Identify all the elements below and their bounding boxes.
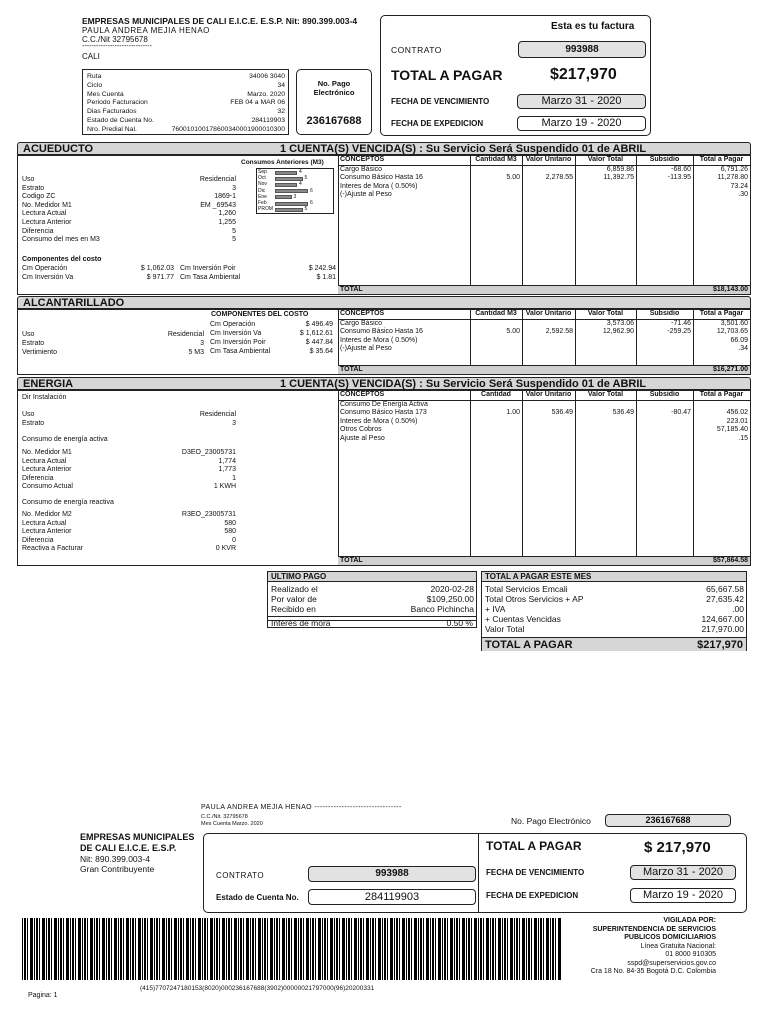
- account-info-box: [82, 69, 289, 135]
- chart-bar-value: 4: [299, 181, 302, 188]
- info-label: Estado de Cuenta No.: [87, 117, 154, 124]
- table-col-line: [522, 156, 523, 294]
- energia-notice: 1 CUENTA(S) VENCIDA(S) : Su Servicio Será Suspendido 01 de ABRIL: [280, 378, 647, 390]
- stub-customer-id: C.C./Nit. 32795678: [201, 814, 248, 820]
- chart-month-label: Feb: [258, 200, 267, 206]
- no-pago-value: 236167688: [306, 115, 362, 127]
- kv-label: Uso: [22, 411, 35, 418]
- chart-bar: [275, 177, 303, 181]
- concept-value: 12,962.90: [602, 328, 634, 336]
- comp-value: $ 1,062.03: [140, 265, 174, 272]
- payment-barcode: [22, 918, 562, 980]
- table-col-line: [575, 391, 576, 565]
- concept-value: 2,278.55: [545, 174, 573, 182]
- comp-value: $ 35.64: [309, 348, 333, 355]
- alcantarillado-comp-title: COMPONENTES DEL COSTO: [211, 311, 309, 318]
- concept-value: 536.49: [551, 409, 573, 417]
- concept-value: 6,859.86: [606, 166, 634, 173]
- kv-value: 3: [232, 184, 236, 192]
- table-total-bar: [338, 285, 750, 294]
- concept-value: 1.00: [506, 409, 520, 417]
- kv-label: Consumo Actual: [22, 483, 73, 491]
- comp-value: $ 971.77: [146, 274, 174, 281]
- total-final-bar: [482, 637, 746, 651]
- expedicion-label: FECHA DE EXPEDICION: [391, 119, 484, 128]
- table-header: CONCEPTOS: [340, 310, 385, 317]
- vencimiento-label: FECHA DE VENCIMIENTO: [391, 97, 490, 106]
- chart-month-label: PROM: [258, 206, 273, 213]
- kv-value: EM _69543: [200, 201, 236, 209]
- concept-value: -71.46: [671, 320, 691, 327]
- table-col-line: [470, 156, 471, 294]
- acueducto-section: [17, 155, 751, 295]
- alcantarillado-title: ALCANTARILLADO: [23, 297, 125, 309]
- stub-total-value: $ 217,970: [644, 839, 711, 856]
- kv-value: 0: [232, 536, 236, 544]
- contrato-label: CONTRATO: [391, 45, 442, 55]
- concept-value: 536.49: [612, 409, 634, 417]
- concept-name: (-)Ajuste al Peso: [340, 191, 392, 199]
- table-header: Valor Total: [587, 156, 624, 163]
- kv-value: 3: [232, 419, 236, 427]
- info-label: Nro. Predial Nal.: [87, 125, 137, 133]
- comp-value: $ 447.84: [305, 339, 333, 346]
- kv-label: Diferencia: [22, 474, 54, 482]
- info-value: 284119903: [251, 117, 285, 124]
- concept-value: -68.60: [671, 166, 691, 173]
- stub-box: [203, 833, 747, 913]
- kv-value: .00: [732, 604, 744, 614]
- kv-label: No. Medidor M1: [22, 201, 72, 209]
- table-header: Subsidio: [649, 156, 680, 163]
- kv-value: 580: [224, 519, 236, 527]
- mora-label: Interés de mora: [271, 618, 331, 628]
- table-col-line: [693, 156, 694, 294]
- comp-label: Cm Tasa Ambiental: [210, 348, 271, 355]
- info-value: 34006 3040: [249, 73, 285, 80]
- chart-bar: [275, 183, 297, 187]
- concept-name: Cargo Básico: [340, 166, 383, 173]
- chart-bar-value: 5: [304, 175, 308, 182]
- info-value: 34: [277, 81, 285, 89]
- kv-label: Por valor de: [271, 594, 317, 604]
- kv-value: D3EO_23005731: [181, 449, 236, 456]
- concept-value: 11,392.75: [603, 174, 634, 182]
- acueducto-comp-title: Componentes del costo: [22, 256, 102, 263]
- comp-value: $ 496.49: [305, 321, 333, 328]
- concept-value: 2,592.58: [545, 328, 573, 336]
- concept-name: Interes de Mora ( 0.50%): [340, 336, 418, 344]
- city: CALI: [82, 52, 100, 61]
- info-value: 32: [277, 108, 285, 116]
- comp-label: Cm Operación: [210, 321, 256, 328]
- concept-name: Ajuste al Peso: [340, 434, 385, 442]
- concept-value: 73.24: [730, 182, 748, 190]
- chart-bar: [275, 195, 292, 199]
- kv-label: Lectura Anterior: [22, 219, 72, 226]
- comp-value: $ 1.81: [316, 274, 336, 281]
- total-value: $217,970: [550, 66, 617, 83]
- chart-bar: [275, 202, 308, 206]
- info-value: Marzo. 2020: [247, 90, 285, 98]
- mora-box: [267, 616, 477, 628]
- stub-customer-name: PAULA ANDREA MEJIA HENAO --------------------------------: [201, 804, 402, 811]
- comp-value: $ 242.94: [308, 265, 336, 272]
- kv-value: 2020-02-28: [430, 584, 474, 594]
- chart-month-label: Ene: [258, 193, 267, 200]
- table-col-line: [575, 156, 576, 294]
- kv-label: Lectura Anterior: [22, 528, 72, 536]
- table-header: Valor Unitario: [525, 310, 572, 317]
- concept-name: Consumo De Energía Activa: [340, 401, 428, 408]
- table-header: Total a Pagar: [699, 391, 744, 398]
- table-total-bar: [338, 365, 750, 374]
- kv-label: Estrato: [22, 184, 45, 192]
- chart-bar-value: 6: [310, 200, 313, 206]
- kv-label: Estrato: [22, 340, 45, 347]
- ultimo-pago-box: [267, 571, 477, 621]
- kv-label: Lectura Actual: [22, 210, 67, 218]
- concept-name: Otros Cobros: [340, 426, 382, 434]
- chart-month-label: Sep: [258, 169, 267, 175]
- table-total-label: TOTAL: [340, 286, 363, 293]
- kv-label: No. Medidor M1: [22, 449, 72, 456]
- kv-label: Estrato: [22, 419, 45, 427]
- page-number: Pagina: 1: [28, 992, 58, 999]
- kv-label: Total Servicios Emcali: [485, 584, 568, 594]
- kv-label: Diferencia: [22, 536, 54, 544]
- kv-label: Uso: [22, 176, 35, 183]
- table-col-line: [636, 156, 637, 294]
- kv-value: R3EO_23005731: [181, 511, 236, 518]
- table-header: Valor Total: [587, 391, 624, 398]
- table-header: Subsidio: [649, 310, 680, 317]
- table-total-label: TOTAL: [340, 557, 363, 564]
- info-label: Periodo Facturacion: [87, 99, 148, 107]
- activa-title: Consumo de energía activa: [22, 436, 108, 443]
- kv-label: Codigo ZC: [22, 193, 56, 201]
- table-total-label: TOTAL: [340, 366, 363, 373]
- kv-value: 1869-1: [214, 193, 236, 201]
- total-final-label: TOTAL A PAGAR: [485, 639, 573, 651]
- kv-value: 1,255: [218, 219, 236, 226]
- table-col-line: [522, 391, 523, 565]
- stub-vencimiento-value: Marzo 31 - 2020: [630, 865, 736, 880]
- stub-vencimiento-label: FECHA DE VENCIMIENTO: [486, 868, 585, 877]
- kv-value: 580: [224, 528, 236, 536]
- total-mes-title: TOTAL A PAGAR ESTE MES: [482, 572, 746, 582]
- table-col-line: [470, 391, 471, 565]
- alcantarillado-section: [17, 309, 751, 375]
- chart-bar-value: 3: [293, 193, 297, 200]
- kv-value: 3: [200, 340, 204, 347]
- stub-estado-label: Estado de Cuenta No.: [216, 893, 299, 902]
- table-header: CONCEPTOS: [340, 156, 385, 163]
- table-total-value: $16,271.00: [712, 366, 748, 373]
- kv-value: 5: [232, 236, 236, 244]
- contrato-value: 993988: [518, 41, 646, 58]
- comp-label: Cm Inversión Va: [22, 274, 74, 281]
- info-label: Ruta: [87, 73, 102, 80]
- concept-name: Consumo Básico Hasta 173: [340, 409, 427, 417]
- comp-label: Cm Tasa Ambiental: [180, 274, 241, 281]
- kv-value: Banco Pichincha: [410, 604, 474, 614]
- concept-value: -80.47: [671, 409, 691, 417]
- kv-value: 0 KVR: [215, 545, 236, 553]
- consumos-chart-title: Consumos Anteriores (M3): [241, 159, 324, 166]
- comp-label: Cm Operación: [22, 265, 68, 272]
- concept-name: Interes de Mora ( 0.50%): [340, 417, 418, 425]
- vigilada-block: VIGILADA POR: SUPERINTENDENCIA DE SERVICIOS PUBLICOS DOMICILIARIOS Línea Gratuita Nacional: 01 8000 910305 sspd@superservicios.gov.co Cra 18 No. 84-35 Bogotá D.C. Colombia: [590, 917, 716, 975]
- kv-label: Lectura Actual: [22, 519, 67, 527]
- table-header: Valor Unitario: [525, 156, 572, 163]
- kv-label: Valor Total: [485, 624, 525, 634]
- table-total-value: $57,864.58: [712, 557, 748, 564]
- table-header: CONCEPTOS: [340, 391, 385, 398]
- kv-label: Consumo del mes en M3: [22, 236, 100, 244]
- comp-label: Cm Inversión Poir: [210, 339, 266, 346]
- kv-label: Total Otros Servicios + AP: [485, 594, 584, 604]
- comp-value: $ 1,612.61: [299, 330, 333, 337]
- kv-value: Residencial: [199, 411, 236, 418]
- concept-value: 6,791.26: [720, 166, 748, 173]
- acueducto-header: [17, 142, 751, 155]
- energia-section: [17, 390, 751, 566]
- mora-value: 0.50 %: [446, 618, 473, 628]
- chart-bar-value: 4: [299, 169, 302, 175]
- kv-value: 217,970.00: [701, 624, 744, 634]
- info-label: Mes Cuenta: [87, 90, 124, 98]
- concept-value: 456.02: [726, 409, 748, 417]
- kv-label: Vertimiento: [22, 349, 58, 356]
- stub-estado-value: 284119903: [308, 889, 476, 905]
- table-total-value: $18,143.00: [712, 286, 748, 293]
- kv-label: Recibido en: [271, 604, 316, 614]
- kv-label: Lectura Actual: [22, 457, 67, 465]
- table-header: Cantidad M3: [475, 310, 517, 317]
- concept-value: 3,501.60: [720, 320, 748, 327]
- stub-expedicion-value: Marzo 19 - 2020: [630, 888, 736, 903]
- info-label: Ciclo: [87, 81, 103, 89]
- table-header: Total a Pagar: [699, 310, 744, 317]
- kv-value: Residencial: [167, 331, 204, 338]
- chart-bar: [275, 189, 308, 193]
- customer-id: C.C./Nit 32795678: [82, 35, 148, 44]
- summary-box: [380, 15, 651, 136]
- concept-value: 12,703.65: [716, 328, 748, 336]
- concept-value: -259.25: [667, 328, 691, 336]
- table-header: Total a Pagar: [699, 156, 744, 163]
- concept-value: 5.00: [506, 174, 520, 182]
- stub-total-label: TOTAL A PAGAR: [486, 839, 582, 853]
- kv-value: 1 KWH: [213, 483, 236, 491]
- table-header: Subsidio: [649, 391, 680, 398]
- chart-month-label: Oct: [258, 175, 266, 182]
- kv-value: 124,667.00: [701, 614, 744, 624]
- chart-month-label: Dic: [258, 187, 266, 194]
- stub-nit: Nit: 890.399.003-4: [80, 854, 150, 864]
- info-value: FEB 04 a MAR 06: [230, 99, 285, 107]
- stub-no-pago-label: No. Pago Electrónico: [511, 816, 591, 826]
- table-header: Cantidad M3: [475, 156, 517, 163]
- energia-header: [17, 377, 751, 390]
- chart-bar-value: 5: [304, 206, 308, 213]
- comp-label: Cm Inversión Va: [210, 330, 262, 337]
- kv-value: 1,774: [218, 457, 236, 465]
- customer-name: PAULA ANDREA MEJIA HENAO: [82, 26, 210, 35]
- kv-value: 1,773: [218, 466, 236, 474]
- concept-value: 66.09: [730, 336, 748, 344]
- kv-value: 27,635.42: [706, 594, 744, 604]
- kv-value: $109,250.00: [426, 594, 474, 604]
- stub-no-pago-value: 236167688: [605, 814, 731, 827]
- concept-value: 223.01: [726, 417, 748, 425]
- stub-mes: Mes Cuenta Marzo. 2020: [201, 821, 263, 827]
- acueducto-title: ACUEDUCTO: [23, 143, 94, 155]
- concept-name: Consumo Básico Hasta 16: [340, 328, 423, 336]
- chart-bar-value: 6: [310, 187, 313, 194]
- total-mes-box: [481, 571, 747, 651]
- stub-gran: Gran Contribuyente: [80, 864, 155, 874]
- vencimiento-value: Marzo 31 - 2020: [517, 94, 646, 109]
- stub-expedicion-label: FECHA DE EXPEDICION: [486, 891, 579, 900]
- header-dashes: ------------------------------: [82, 43, 152, 50]
- kv-value: 1,260: [218, 210, 236, 218]
- comp-label: Cm Inversión Poir: [180, 265, 236, 272]
- concept-name: Consumo Básico Hasta 16: [340, 174, 423, 182]
- concept-value: -113.95: [667, 174, 691, 182]
- table-col-line: [636, 391, 637, 565]
- kv-value: 5: [232, 227, 236, 235]
- stub-contrato-label: CONTRATO: [216, 871, 265, 880]
- no-pago-label: No. Pago Electrónico: [313, 79, 355, 97]
- company-line: EMPRESAS MUNICIPALES DE CALI E.I.C.E. E.S.P. Nit: 890.399.003-4: [82, 16, 358, 26]
- concept-value: 3,573.06: [606, 320, 634, 327]
- kv-label: + IVA: [485, 604, 506, 614]
- concept-value: 11,278.80: [717, 174, 748, 182]
- energia-title: ENERGIA: [23, 378, 74, 390]
- table-header: Cantidad: [481, 391, 511, 398]
- chart-bar: [275, 171, 297, 175]
- stub-company2: DE CALI E.I.C.E. E.S.P.: [80, 843, 177, 853]
- table-col-line: [693, 391, 694, 565]
- concept-name: Interes de Mora ( 0.50%): [340, 182, 418, 190]
- ultimo-pago-title: ULTIMO PAGO: [268, 572, 476, 582]
- total-final-value: $217,970: [697, 639, 743, 651]
- concept-value: .34: [738, 345, 748, 353]
- info-value: 760010100178600340001900010300: [171, 125, 285, 133]
- barcode-text: (415)7707247180153(8020)000236167688(3902)00000021797000(96)20200331: [140, 985, 375, 992]
- kv-value: 1: [232, 474, 236, 482]
- kv-value: 5 M3: [188, 349, 204, 356]
- table-header: Valor Total: [587, 310, 624, 317]
- kv-label: Uso: [22, 331, 35, 338]
- concept-name: Cargo Básico: [340, 320, 383, 327]
- table-header: Valor Unitario: [525, 391, 572, 398]
- table-total-bar: [338, 556, 750, 565]
- concept-name: (-)Ajuste al Peso: [340, 345, 392, 353]
- chart-bar: [275, 208, 303, 212]
- kv-label: Lectura Anterior: [22, 466, 72, 474]
- reactiva-title: Consumo de energía reactiva: [22, 499, 114, 506]
- concept-value: .15: [738, 434, 748, 442]
- consumos-chart: [256, 168, 334, 214]
- summary-title: Esta es tu factura: [551, 21, 635, 32]
- concept-value: .30: [738, 191, 748, 199]
- alcantarillado-header: [17, 296, 751, 309]
- dir-instalacion: Dir Instalación: [22, 394, 67, 401]
- kv-label: Reactiva a Facturar: [22, 545, 84, 553]
- total-label: TOTAL A PAGAR: [391, 67, 503, 83]
- kv-value: 65,667.58: [706, 584, 744, 594]
- stub-contrato-value: 993988: [308, 866, 476, 882]
- kv-label: No. Medidor M2: [22, 511, 72, 518]
- info-label: Dias Facturados: [87, 108, 137, 116]
- chart-month-label: Nov: [258, 181, 267, 188]
- kv-label: Diferencia: [22, 227, 54, 235]
- kv-label: + Cuentas Vencidas: [485, 614, 561, 624]
- acueducto-notice: 1 CUENTA(S) VENCIDA(S) : Su Servicio Será Suspendido 01 de ABRIL: [280, 143, 647, 155]
- concept-value: 57,185.40: [716, 426, 748, 434]
- concept-value: 5.00: [506, 328, 520, 336]
- stub-company1: EMPRESAS MUNICIPALES: [80, 832, 195, 842]
- kv-value: Residencial: [199, 176, 236, 183]
- no-pago-box: [296, 69, 372, 135]
- kv-label: Realizado el: [271, 584, 318, 594]
- expedicion-value: Marzo 19 - 2020: [517, 116, 646, 131]
